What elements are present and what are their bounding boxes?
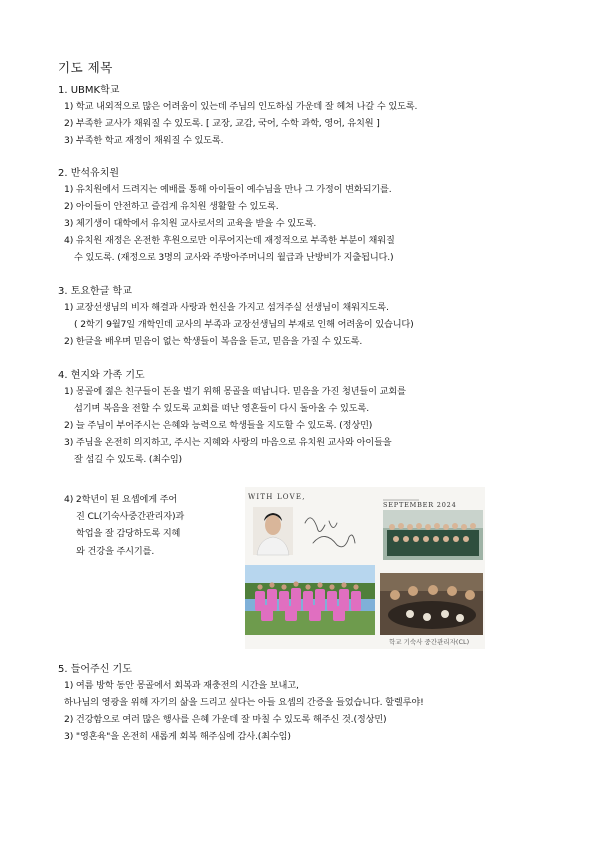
section-5-line: 1) 여름 방학 동안 몽골에서 회복과 재충전의 시간을 보내고, [64,680,299,691]
section-heading-5: 5. 들어주신 기도 [58,664,132,675]
section-2-line: 2) 아이들이 안전하고 즐겁게 유치원 생활할 수 있도록. [64,201,279,212]
photo-caption: 학교 기숙사 중간관리자(CL) [389,638,470,646]
section-heading-1: 1. UBMK학교 [58,85,120,96]
section-heading-2: 2. 반석유치원 [58,168,120,179]
collage-header-left: WITH LOVE, [248,493,306,501]
section-3-line: ( 2학기 9월7일 개학인데 교사의 부족과 교장선생님의 부재로 인해 어려움이 있습니다) [74,319,414,330]
section-4-line: 2) 늘 주님이 부어주시는 은혜와 능력으로 학생들을 지도할 수 있도록. (정상민) [64,420,373,431]
section-4-line: 3) 주님을 온전히 의지하고, 주시는 지혜와 사랑의 마음으로 유치원 교사와 아이들을 [64,437,392,448]
student-portrait-photo [253,507,293,555]
prayer-item-4-line: 진 CL(기숙사중간관리자)과 [76,511,185,523]
section-heading-4: 4. 현지와 가족 기도 [58,370,145,381]
section-3-line: 2) 한글을 배우며 믿음이 없는 학생들이 복음을 듣고, 믿음을 가질 수 있도록. [64,336,363,347]
prayer-item-4-line: 학업을 잘 감당하도록 지혜 [76,528,181,540]
section-1-line: 2) 부족한 교사가 채워질 수 있도록. [ 교장, 교감, 국어, 수학 과학, 영어, 유치원 ] [64,118,380,129]
section-1-line: 3) 부족한 학교 재정이 채워질 수 있도록. [64,135,224,146]
section-5-line: 하나님의 영광을 위해 자기의 삶을 드리고 싶다는 아들 요셉의 간증을 들었습니다. 할렐루야! [64,697,424,708]
section-3-line: 1) 교장선생님의 비자 해결과 사랑과 헌신을 가지고 섬겨주실 선생님이 채워지도록. [64,302,389,313]
section-5-line: 3) "영혼육"을 온전히 새롭게 회복 해주심에 감사.(최수임) [64,731,291,742]
prayer-item-4 [64,491,239,560]
section-2-line: 1) 유치원에서 드려지는 예배를 통해 아이들이 예수님을 만나 그 가정이 변화되기를. [64,184,392,195]
dinner-photo [380,573,483,635]
page-title: 기도 제목 [58,60,113,75]
collage-header-right: SEPTEMBER 2024 [383,501,457,509]
section-4-line: 잘 섬길 수 있도록. (최수임) [74,454,182,465]
prayer-item-4-line: 4) 2학년이 된 요셉에게 주어 [64,494,178,505]
section-2-line: 4) 유치원 재정은 온전한 후원으로만 이루어지는데 재정적으로 부족한 부분이 채워질 [64,235,395,246]
section-4-line: 섬기며 복음을 전할 수 있도록 교회를 떠난 영혼들이 다시 돌아올 수 있도록. [74,403,369,414]
section-2-line: 수 있도록. (재정으로 3명의 교사와 주방아주머니의 월급과 난방비가 지출됩니다.) [74,252,394,263]
photo-collage [245,487,485,649]
group-photo-pink [245,565,375,635]
section-1-line: 1) 학교 내외적으로 많은 어려움이 있는데 주님의 인도하심 가운데 잘 헤쳐 나갈 수 있도록. [64,101,418,112]
section-2-line: 3) 체기생이 대학에서 유치원 교사로서의 교육을 받을 수 있도록. [64,218,317,229]
section-4-line: 1) 몽골에 젊은 친구들이 돈을 벌기 위해 몽골을 떠납니다. 믿음을 가진 청년들이 교회를 [64,386,406,397]
section-5-line: 2) 건강함으로 여러 많은 행사를 은혜 가운데 잘 마칠 수 있도록 해주신 것.(정상민) [64,714,387,725]
section-heading-3: 3. 토요한글 학교 [58,286,132,297]
prayer-item-4-line: 와 건강을 주시기를. [76,545,155,557]
group-photo-green [383,510,483,560]
